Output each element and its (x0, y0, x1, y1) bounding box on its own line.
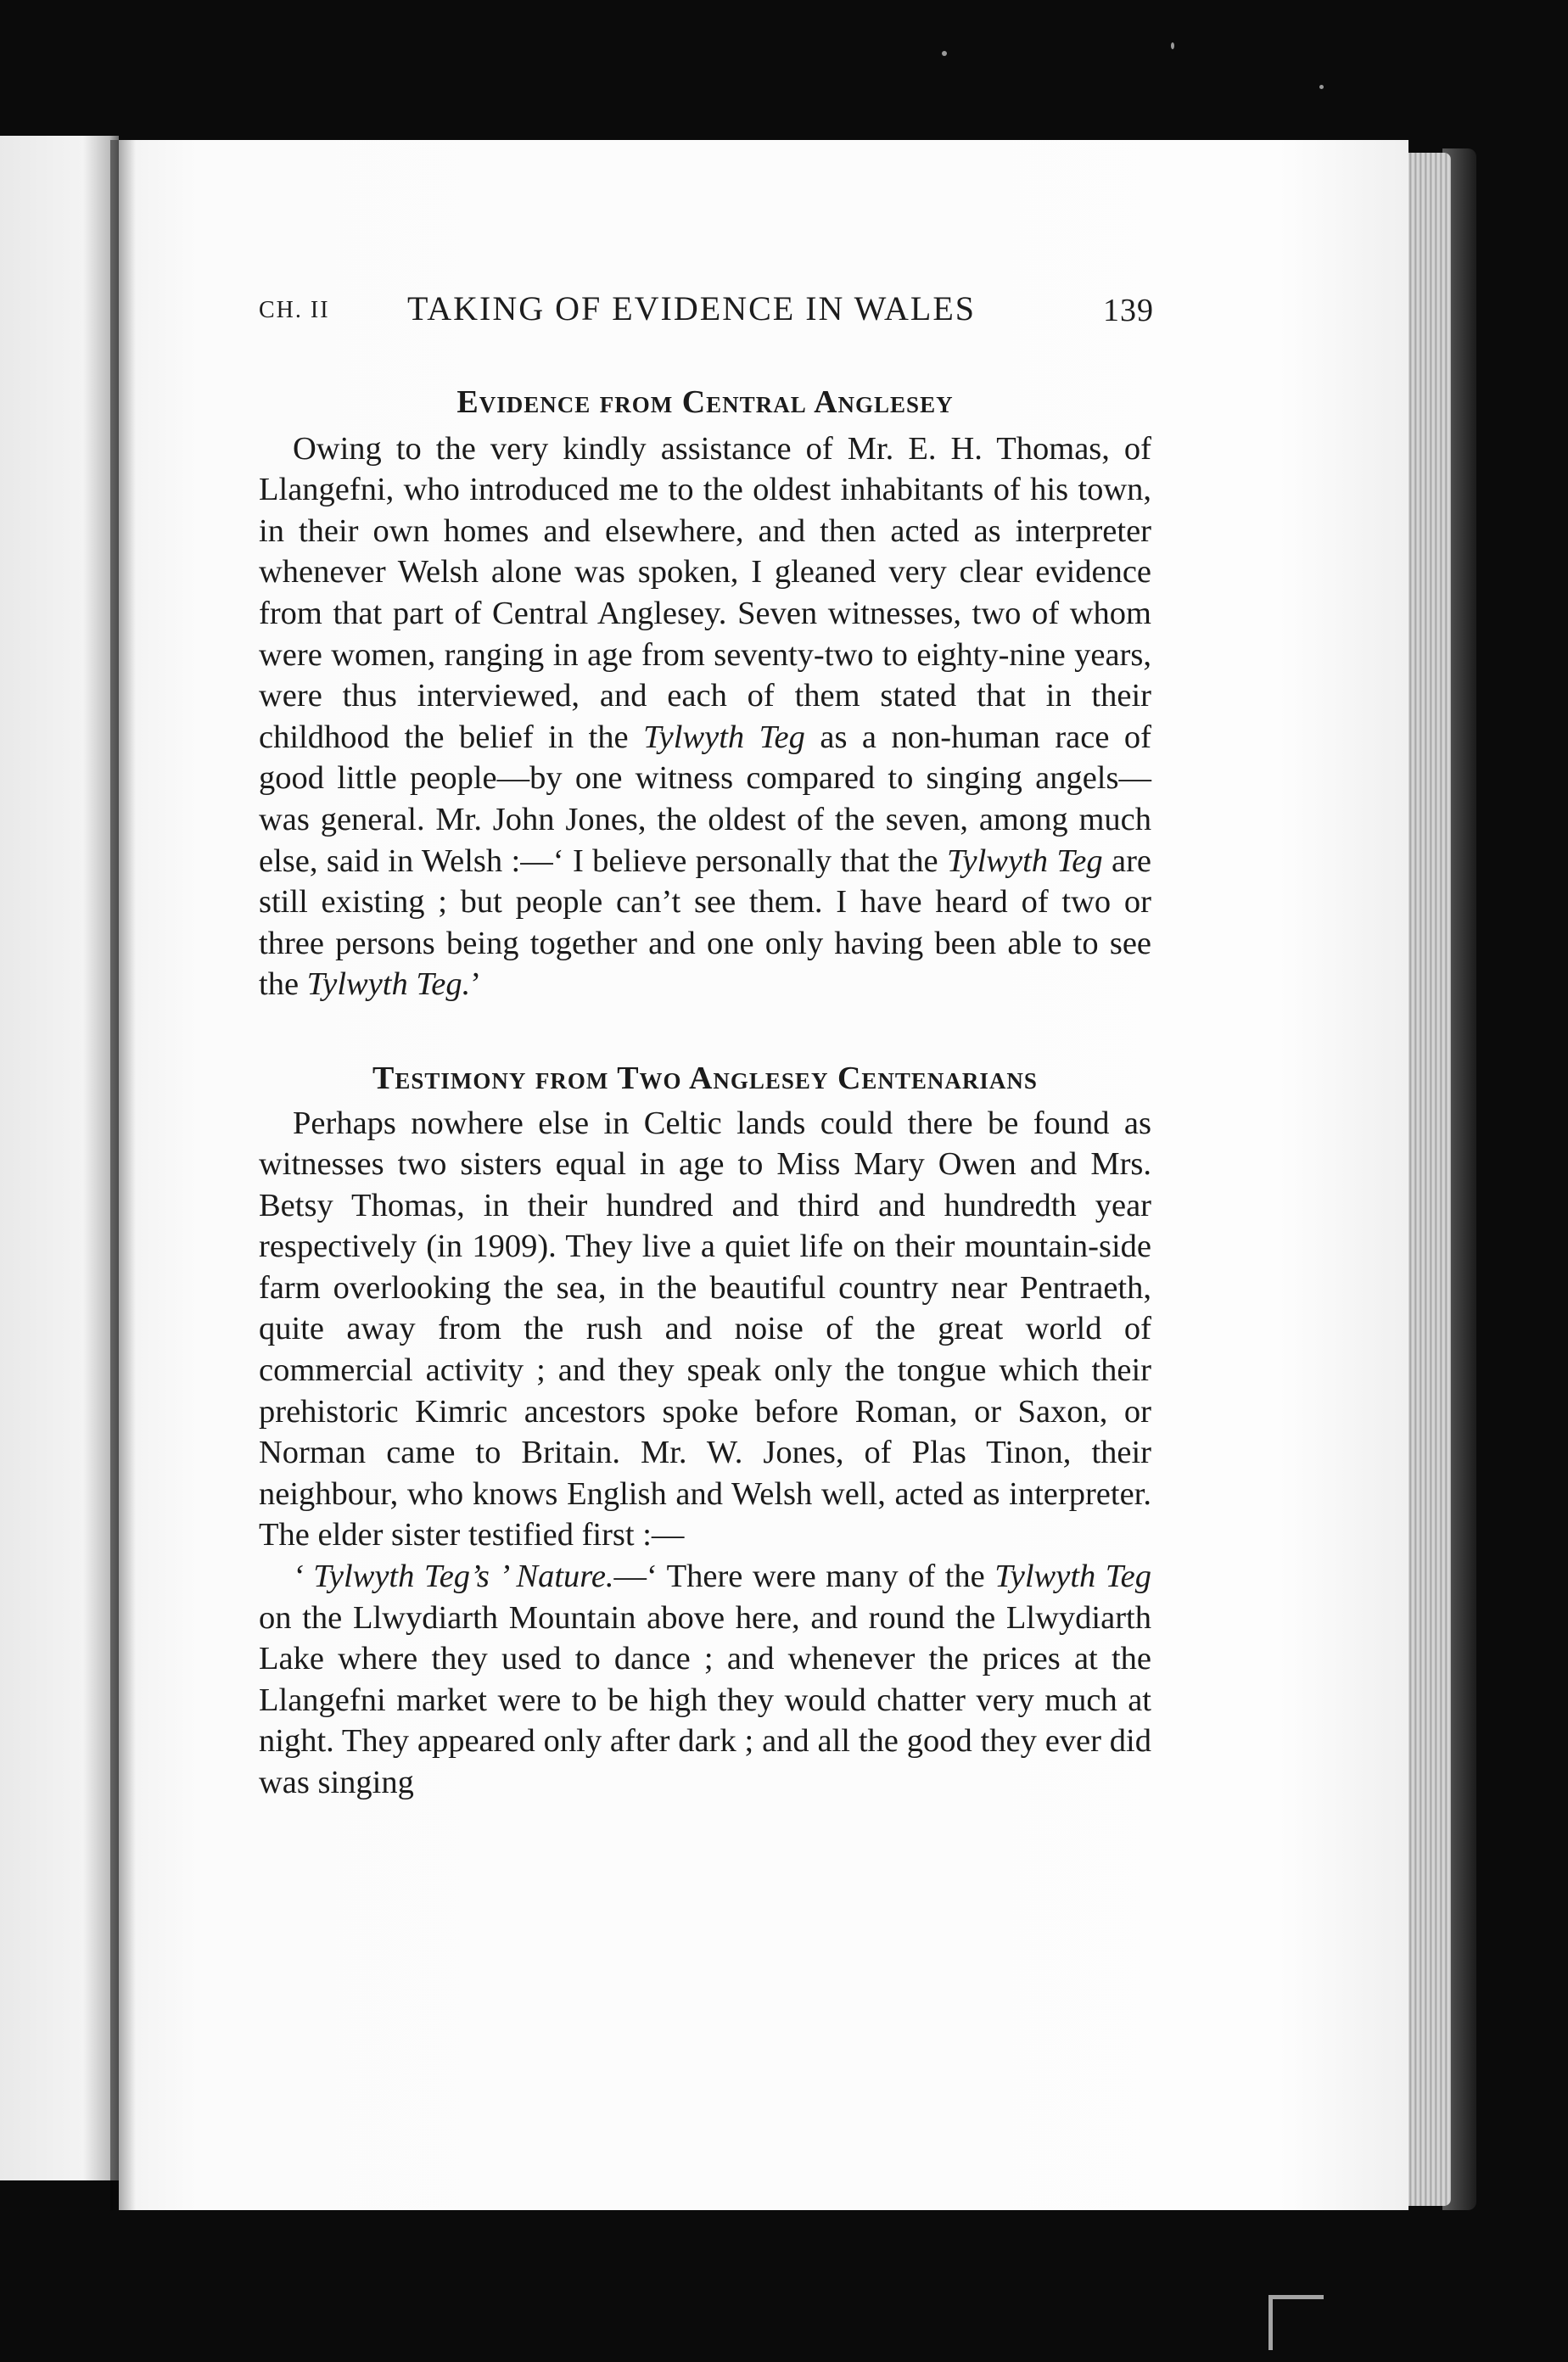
text-run: are still existing ; but people can’t see them. I have heard of two or three persons being together and one only having been able to see the (259, 842, 1152, 1003)
gutter-shadow (110, 140, 136, 2210)
page-number: 139 (1103, 293, 1154, 328)
paragraph-tylwyth-teg-nature (259, 1556, 1151, 1804)
text-run: on the Llwydiarth Mountain above here, and round the Llwydiarth Lake where they used to dance ; and whenever the prices at the Llangefni market were to be high they would chatter very much at night. They appeared only after dark ; and all the good they ever did was singing (259, 1599, 1151, 1800)
scan-corner-mark (1268, 2295, 1324, 2350)
italic-term: Tylwyth Teg (946, 842, 1103, 879)
paragraph-central-anglesey (259, 428, 1151, 1005)
italic-term: Tylwyth Teg (994, 1559, 1151, 1595)
text-run: as a non-human race of good little people—by one witness compared to singing angels—was general. Mr. John Jones, the oldest of the seven, among much else, said in Welsh :—‘ I believe personally that the (259, 719, 1152, 879)
italic-term: Tylwyth Teg. (306, 966, 471, 1003)
running-head (259, 288, 1154, 339)
left-facing-page (0, 136, 119, 2180)
section-heading-centenarians: Testimony from Two Anglesey Centenarians (372, 1060, 1038, 1096)
italic-term: Tylwyth Teg (643, 719, 805, 755)
scan-speck (1171, 42, 1174, 49)
running-title: TAKING OF EVIDENCE IN WALES (407, 289, 976, 327)
body-text (259, 382, 1151, 1804)
chapter-label: CH. II (259, 297, 330, 323)
text-run: ’ (470, 966, 482, 1003)
text-run: —‘ There were many of the (613, 1559, 995, 1595)
paragraph-centenarians: Perhaps nowhere else in Celtic lands could there be found as witnesses two sisters equal in age to Miss Mary Owen and Mrs. Betsy Thomas, in their hundred and third and hundredth year respectively (in 1909). They live a quiet life on their mountain-side farm overlooking the sea, in the beautiful country near Pentraeth, quite away from the rush and noise of the great world of commercial activity ; and they speak only the tongue which their prehistoric Kimric ancestors spoke before Roman, or Saxon, or Norman came to Britain. Mr. W. Jones, of Plas Tinon, their neighbour, who knows English and Welsh well, acted as interpreter. The elder sister testified first :— (259, 1105, 1151, 1553)
italic-subheading: ‘ Tylwyth Teg’s ’ Nature. (293, 1559, 614, 1595)
text-run: Owing to the very kindly assistance of Mr. E. H. Thomas, of Llangefni, who introduced me to the oldest inhabitants of his town, in their own homes and elsewhere, and then acted as interpreter whenever Welsh alone was spoken, I gleaned very clear evidence from that part of Central Anglesey. Seven witnesses, two of whom were women, ranging in age from seventy-two to eighty-nine years, were thus interviewed, and each of them stated that in their childhood the belief in the (259, 430, 1151, 755)
scan-speck (1319, 85, 1324, 89)
section-heading-central-anglesey: Evidence from Central Anglesey (456, 384, 954, 420)
scan-speck (942, 51, 947, 56)
